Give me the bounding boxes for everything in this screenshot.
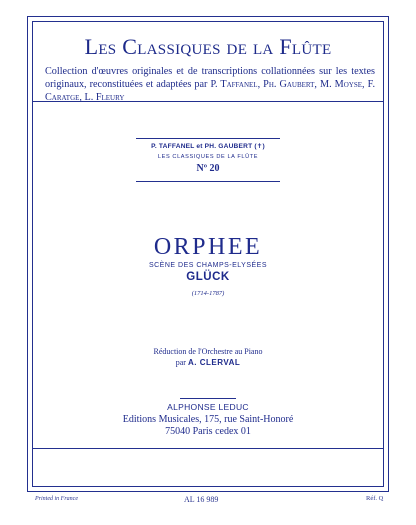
printed-in-note: Printed in France	[35, 496, 78, 502]
publisher-address-line1: Editions Musicales, 175, rue Saint-Honoré	[122, 414, 294, 425]
intro-editor-names: P. Taffanel, Ph. Gaubert, M. Moyse, F. Caratge, L. Fleury	[45, 79, 375, 103]
reference-code: Réf. Q	[366, 495, 384, 502]
arranger-line	[32, 358, 384, 367]
arranger-name: A. CLERVAL	[187, 358, 241, 367]
series-collection-name: LES CLASSIQUES DE LA FLÛTE	[157, 154, 259, 160]
work-title: ORPHEE	[153, 234, 263, 260]
work-subtitle: SCÈNE DES CHAMPS-ELYSÉES	[148, 262, 268, 269]
reduction-note: Réduction de l'Orchestre au Piano	[153, 347, 263, 356]
composer-dates: (1714-1787)	[191, 290, 225, 297]
intro-text: Collection d'œuvres originales et de transcriptions collationnées sur les textes originaux, reconstituées et adaptées par	[45, 66, 375, 90]
series-editors: P. TAFFANEL et PH. GAUBERT (✝)	[151, 143, 265, 150]
publisher-name: ALPHONSE LEDUC	[167, 402, 249, 412]
header-rule	[32, 101, 384, 102]
series-title: Les Classiques de la Flûte	[84, 34, 332, 59]
publisher-address-line2: 75040 Paris cedex 01	[165, 426, 251, 437]
publisher-rule	[180, 398, 236, 399]
intro-paragraph	[45, 65, 375, 104]
series-number: Nº 20	[196, 163, 220, 174]
composer-name: GLÜCK	[186, 271, 230, 283]
footer-rule	[32, 448, 384, 449]
catalog-number: AL 16 989	[184, 495, 219, 504]
arranger-by: par	[175, 358, 186, 367]
